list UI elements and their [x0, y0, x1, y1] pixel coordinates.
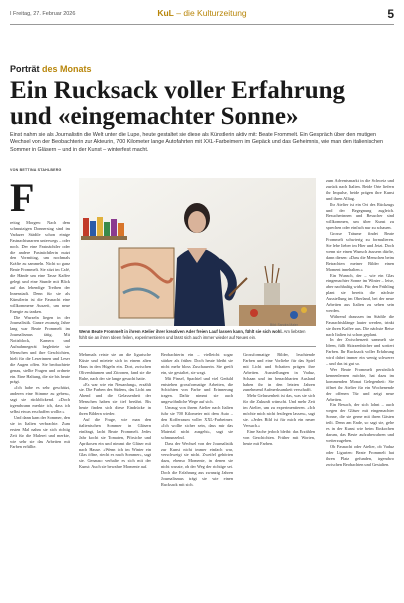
article-paragraph: In der Zwischenzeit sammelt sie Ideen, füllt Skizzenbücher und sortiert Farben. Ihr Rucksack voller Erfahrung wird dabei immer ein wenig schwerer – und das ist gut so. [326, 337, 394, 367]
headline [10, 78, 394, 130]
page-header [10, 8, 394, 22]
article-column-3 [161, 352, 233, 596]
drop-cap: F [10, 175, 35, 220]
caption-text: Am liebsten [282, 329, 306, 334]
article-paragraph: Während draussen im Städtle die Fasnachtsklänge lauter werden, trinkt sie ihren Kaffee aus. Die nächste Reise nach Italien ist schon geplant. [326, 313, 394, 337]
kicker-series: des Monats [42, 64, 92, 74]
section-title [10, 8, 394, 18]
article-paragraph: Mit Pinsel, Spachtel und viel Geduld entstehen grossformatige Arbeiten, die Schichten von Farbe und Erinnerung tragen. Dafür nimmt sie auch ungewöhnliche Wege auf sich. [161, 375, 233, 405]
article-paragraph: Beobachterin ein – vielleicht sogar stärker als früher. Doch heute bleibt sie nicht mehr bloss Zuschauerin. Sie greift ein, sie gestaltet, sie wagt. [161, 352, 233, 375]
article-paragraph: Eine Sache jedoch bleibt: das Erzählen von Geschichten. Früher mit Worten, heute mit Farben. [243, 428, 315, 446]
page-number: 5 [387, 7, 394, 21]
article-paragraph: Die Wurzeln liegen in der Journalistik. Ganze zwanzig Jahre lang war Beate Frommelt im Journalismus tätig. Mit Notizblock, Kamera und Aufnahmegerät begleitete sie Menschen und ihre Geschichten, hielt für die Leserinnen und Leser die Augen offen. Sie beobachtete genau, stellte Fragen und ordnete ein. Eine Haltung, die sie bis heute prägt. [10, 314, 70, 385]
kicker-label: Porträt [10, 64, 40, 74]
article-column-4 [243, 352, 315, 596]
section-name: – die Kulturzeitung [173, 8, 247, 18]
article-paragraph: Umzug von ihrem Atelier nach Italien fuhr sie 700 Kilometer mit dem Auto – den Kofferraum voller XXL-Farbeimer. «Ich wollte sicher sein, dass mir das Material nicht ausgeht», sagt sie schmunzelnd. [161, 405, 233, 440]
headline-line-1: Ein Rucksack voller Erfahrung [10, 77, 345, 104]
article-paragraph: reitag Morgen: Nach dem schmutzigen Donnerstag sind im Vaduzer Städtle schon einige Fastnachtsnarren unterwegs – oder noch. Der eine Fastnächtler oder die andere Fastnächtlerin nutzt den Vormittag, um nochmals Kräfte zu sammeln. Nicht so ganz Beate Frommelt. Sie sitzt im Café, die Hände um eine Tasse Kaffee gelegt und eine Stunde mit Blick auf das lebendige Treiben der Innenstadt. Denn für sie als Künstlerin ist die Fasnacht eine willkommene Auszeit, um neue Energie zu tanken. [10, 220, 70, 314]
article-paragraph: zum Adventsmarkt in die Schweiz und zurück nach Italien. Beide Orte liefern ihr Impulse, beide prägen ihre Kunst und ihren Alltag. [326, 178, 394, 201]
article-paragraph: Ein Besuch, der sich lohnt – auch wegen der Gläser mit eingemachter Sonne, die sie gerne mit ihren Gästen teilt. Denn am Ende, so sagt sie, gehe es in der Kunst wie beim Einkochen darum, das Beste aufzubewahren und weiterzugeben. [326, 402, 394, 443]
kicker [10, 64, 92, 74]
article-column-5 [326, 178, 394, 596]
article-paragraph: Grosse Träume findet Beate Frommelt schwierig zu formulieren. Sie lebe lieber im Hier und Jetzt. Doch wenn sie einen Wunsch äussern dürfte, dann diesen: «Dass die Menschen beim Betrachten meiner Bilder einen Moment innehalten.» [326, 231, 394, 272]
article-paragraph: Und dann kam der Sommer, den sie in Italien verbrachte. Zum ersten Mal nahm sie sich richtig Zeit für die Malerei und merkte, wie sehr sie das Arbeiten mit Farben erfüllte. [10, 414, 70, 450]
header-rule [10, 24, 394, 25]
article-column-2 [79, 352, 151, 596]
article-paragraph: Ein Wunsch, der – wie ein Glas eingemachter Sonne im Winter – leise, aber nachhaltig wirkt. Für den Frühling plant sie bereits die nächste Ausstellung im Oberland, bei der neue Arbeiten aus Italien zu sehen sein werden. [326, 272, 394, 313]
article-paragraph: Mehr Gelassenheit ist das, was sie sich für die Zukunft wünscht. Und mehr Zeit im Atelier, um zu experimentieren. «Ich möchte mich nicht festlegen lassen», sagt sie. «Jedes Bild ist für mich ein neuer Versuch.» [243, 393, 315, 428]
article-paragraph: Ihr Atelier ist ein Ort des Rückzugs und der Begegnung zugleich. Besucherinnen und Besucher sind willkommen, um über Kunst zu sprechen oder einfach nur zu schauen. [326, 201, 394, 231]
article-paragraph: Grossformatige Bilder, leuchtende Farben und eine Vorliebe für das Spiel mit Licht und Schatten prägen ihre Arbeiten. Ausstellungen in Vaduz, Schaan und im benachbarten Ausland haben ihr in den letzten Jahren zunehmend Aufmerksamkeit verschafft. [243, 352, 315, 393]
article-paragraph: Auf die Frage, wie man den italienischen Sommer in Gläsern einfängt, lacht Beate Frommelt. Jedes Jahr kocht sie Tomaten, Pfirsiche und Aprikosen ein und nimmt die Gläser mit nach Hause. «Wenn ich im Winter ein Glas öffne, riecht es nach Sommer», sagt sie. Genauso verhalte es sich mit der Kunst: Auch sie bewahre Momente auf. [79, 416, 151, 470]
article-photo [79, 178, 316, 326]
caption-rule [79, 346, 316, 347]
photo-credit: Bild: Sandra Maier [270, 323, 298, 327]
article-column-1 [10, 220, 70, 596]
headline-line-2: und «eingemachter Sonne» [10, 103, 299, 130]
lead-paragraph: Einst nahm sie als Journalistin die Welt unter die Lupe, heute gestaltet sie diese als Künstlerin aktiv mit: Beate Frommelt. Ein Gespräch über den mutigen Wechsel von der Beobachterin zur Akteurin, 700 Kilometer lange Autofahrten mit XXL-Farbeimern im Gepäck und das Geheimnis, wie man den italienischen Sommer in Gläsern – und in der Kunst – winterfest macht. [10, 132, 383, 153]
byline: VON BETTINA STAHLBERG [10, 168, 62, 172]
article-paragraph: Ob Fasnacht oder Atelier, ob Vaduz oder Ligurien: Beate Frommelt hat ihren Platz gefunden, irgendwo zwischen Beobachten und Gestalten. [326, 443, 394, 467]
caption-bold: Wenn Beate Frommelt in ihrem Atelier ihrer kreativen Ader freien Lauf lassen kann, fühlt sie sich wohl. [79, 329, 283, 334]
section-brand: KuL [157, 8, 174, 18]
photo-caption [79, 329, 316, 340]
issue-date: I Freitag, 27. Februar 2026 [10, 11, 76, 17]
article-paragraph: «Ich habe es sehr geschätzt, anderen eine Stimme zu geben», sagt sie rückblickend. «Doch irgendwann merkte ich, dass ich selbst etwas erschaffen wollte.» [10, 385, 70, 414]
article-paragraph: Dass der Wechsel von der Journalistik zur Kunst nicht immer einfach war, verschweigt sie nicht. Zweifel gehörten dazu, ebenso Momente, in denen sie nicht wusste, ob der Weg der richtige sei. Doch die Erfahrung aus zwanzig Jahren Journalismus trägt sie wie einen Rucksack mit sich. [161, 440, 233, 487]
caption-line-2: fühlt sie an ihren Ideen feilen, experimentieren und lässt sich auch immer wieder auf Neues ein. [79, 334, 257, 340]
article-paragraph: Mehrmals reiste sie an die ligurische Küste und mietete sich in einem alten Haus in den Hügeln ein. Dort, zwischen Olivenbäumen und Zitronen, fand sie die Ruhe, nach der sie lange gesucht hatte. [79, 352, 151, 381]
article-paragraph: «Es war wie ein Neuanfang», erzählt sie. Die Farben des Südens, das Licht am Abend und die Gelassenheit der Menschen haben sie tief berührt. Bis heute finden sich diese Eindrücke in ihren Bildern wieder. [79, 381, 151, 417]
artist-portrait-image [79, 178, 316, 326]
article-paragraph: Wer Beate Frommelt persönlich kennenlernen möchte, hat dazu im kommenden Monat Gelegenheit: Sie öffnet ihr Atelier für ein Wochenende der offenen Tür und zeigt neue Arbeiten. [326, 367, 394, 402]
